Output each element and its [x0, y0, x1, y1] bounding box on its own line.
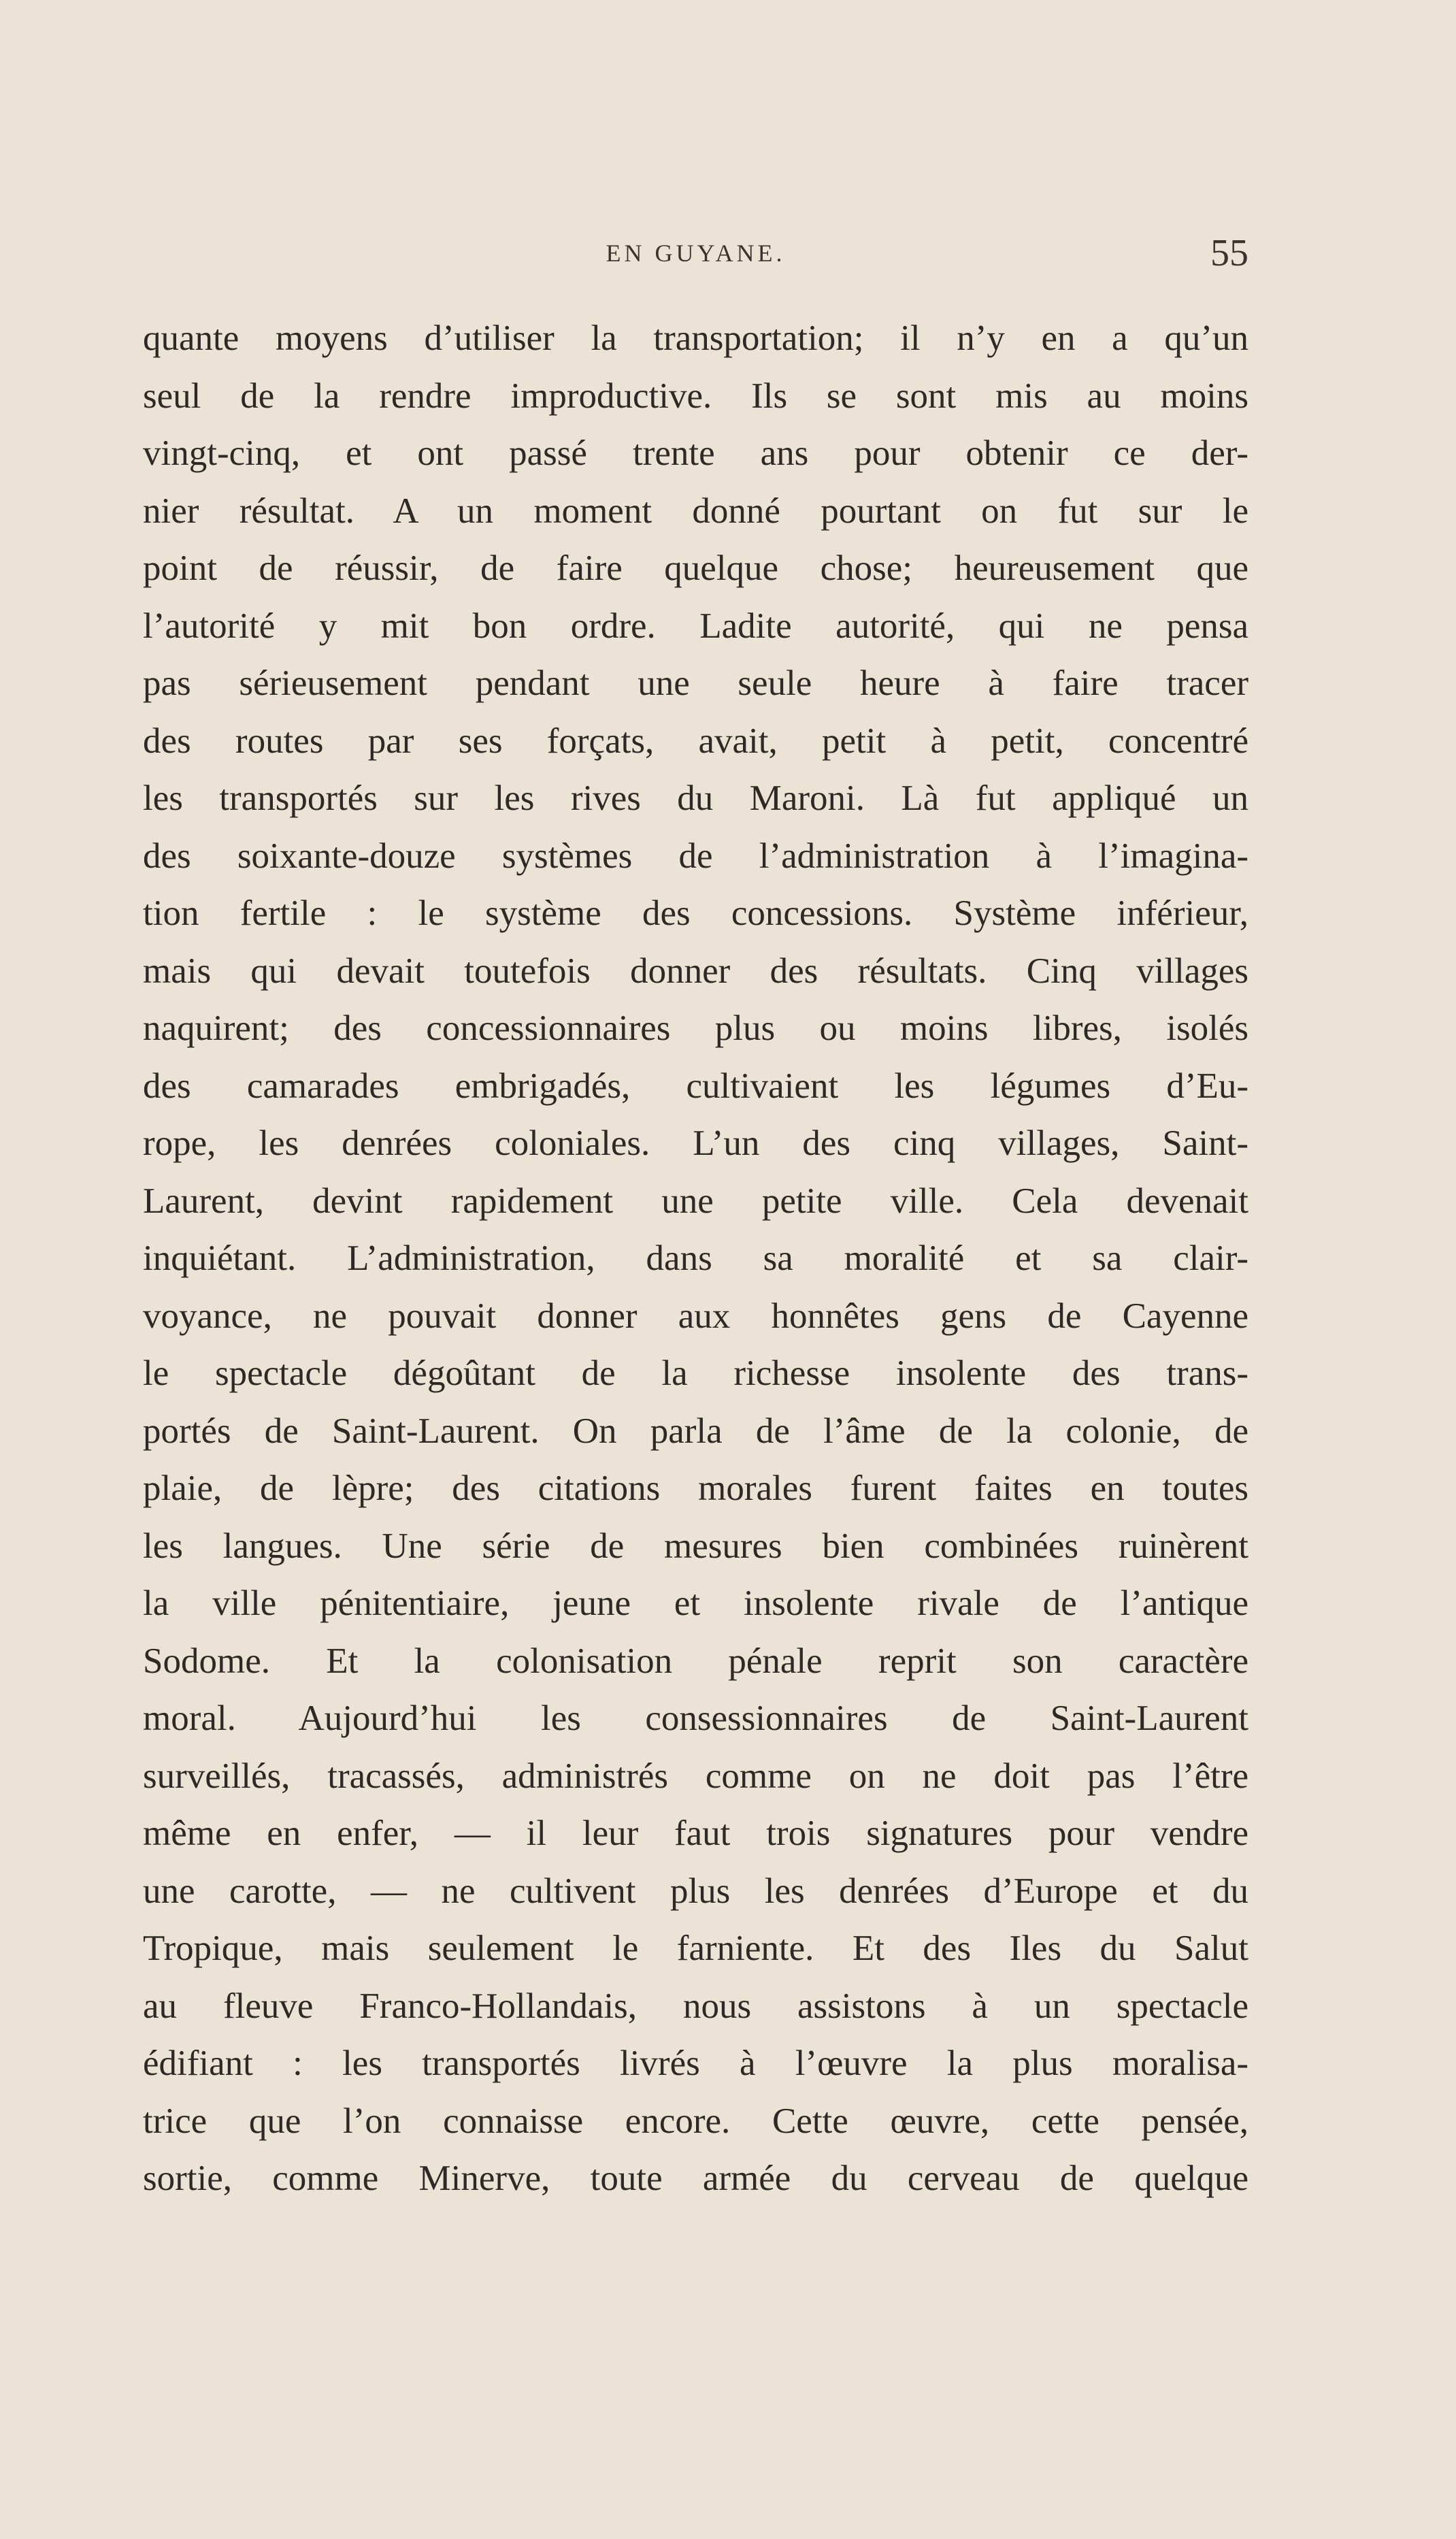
text-line: tion fertile : le système des concessions. Système inférieur,: [143, 894, 1248, 933]
text-line: pas sérieusement pendant une seule heure à faire tracer: [143, 664, 1248, 703]
text-line: édifiant : les transportés livrés à l’œuvre la plus moralisa-: [143, 2044, 1248, 2083]
text-line: moral. Aujourd’hui les consessionnaires de Saint-Laurent: [143, 1699, 1248, 1738]
text-line: les langues. Une série de mesures bien combinées ruinèrent: [143, 1526, 1248, 1566]
page-header: [143, 233, 1248, 280]
text-line: mais qui devait toutefois donner des résultats. Cinq villages: [143, 951, 1248, 991]
text-line: point de réussir, de faire quelque chose; heureusement que: [143, 548, 1248, 588]
text-line: au fleuve Franco-Hollandais, nous assistons à un spectacle: [143, 1986, 1248, 2026]
text-line: des camarades embrigadés, cultivaient les légumes d’Eu-: [143, 1066, 1248, 1106]
text-line: quante moyens d’utiliser la transportation; il n’y en a qu’un: [143, 318, 1248, 358]
text-line: seul de la rendre improductive. Ils se sont mis au moins: [143, 376, 1248, 416]
text-line: l’autorité y mit bon ordre. Ladite autorité, qui ne pensa: [143, 606, 1248, 646]
page-number: 55: [1210, 232, 1248, 274]
text-line: Tropique, mais seulement le farniente. Et des Iles du Salut: [143, 1929, 1248, 1968]
text-line: une carotte, — ne cultivent plus les denrées d’Europe et du: [143, 1871, 1248, 1911]
text-line: portés de Saint-Laurent. On parla de l’âme de la colonie, de: [143, 1411, 1248, 1451]
text-line: Sodome. Et la colonisation pénale reprit son caractère: [143, 1641, 1248, 1681]
body-text: [143, 310, 1248, 2208]
text-line: voyance, ne pouvait donner aux honnêtes gens de Cayenne: [143, 1296, 1248, 1336]
text-line: surveillés, tracassés, administrés comme on ne doit pas l’être: [143, 1756, 1248, 1796]
text-line: le spectacle dégoûtant de la richesse insolente des trans-: [143, 1354, 1248, 1393]
text-line: rope, les denrées coloniales. L’un des cinq villages, Saint-: [143, 1124, 1248, 1163]
text-line: même en enfer, — il leur faut trois signatures pour vendre: [143, 1814, 1248, 1853]
text-line: des routes par ses forçats, avait, petit à petit, concentré: [143, 721, 1248, 761]
text-line: sortie, comme Minerve, toute armée du cerveau de quelque: [143, 2159, 1248, 2198]
text-line: naquirent; des concessionnaires plus ou moins libres, isolés: [143, 1009, 1248, 1048]
text-line: la ville pénitentiaire, jeune et insolente rivale de l’antique: [143, 1584, 1248, 1623]
text-line: trice que l’on connaisse encore. Cette œuvre, cette pensée,: [143, 2101, 1248, 2141]
text-line: des soixante-douze systèmes de l’administration à l’imagina-: [143, 836, 1248, 876]
text-line: les transportés sur les rives du Maroni. Là fut appliqué un: [143, 779, 1248, 818]
text-line: vingt-cinq, et ont passé trente ans pour obtenir ce der-: [143, 433, 1248, 473]
text-line: nier résultat. A un moment donné pourtant on fut sur le: [143, 491, 1248, 531]
text-line: Laurent, devint rapidement une petite ville. Cela devenait: [143, 1181, 1248, 1221]
running-head: EN GUYANE.: [606, 240, 786, 267]
text-line: plaie, de lèpre; des citations morales furent faites en toutes: [143, 1469, 1248, 1508]
text-line: inquiétant. L’administration, dans sa moralité et sa clair-: [143, 1239, 1248, 1278]
